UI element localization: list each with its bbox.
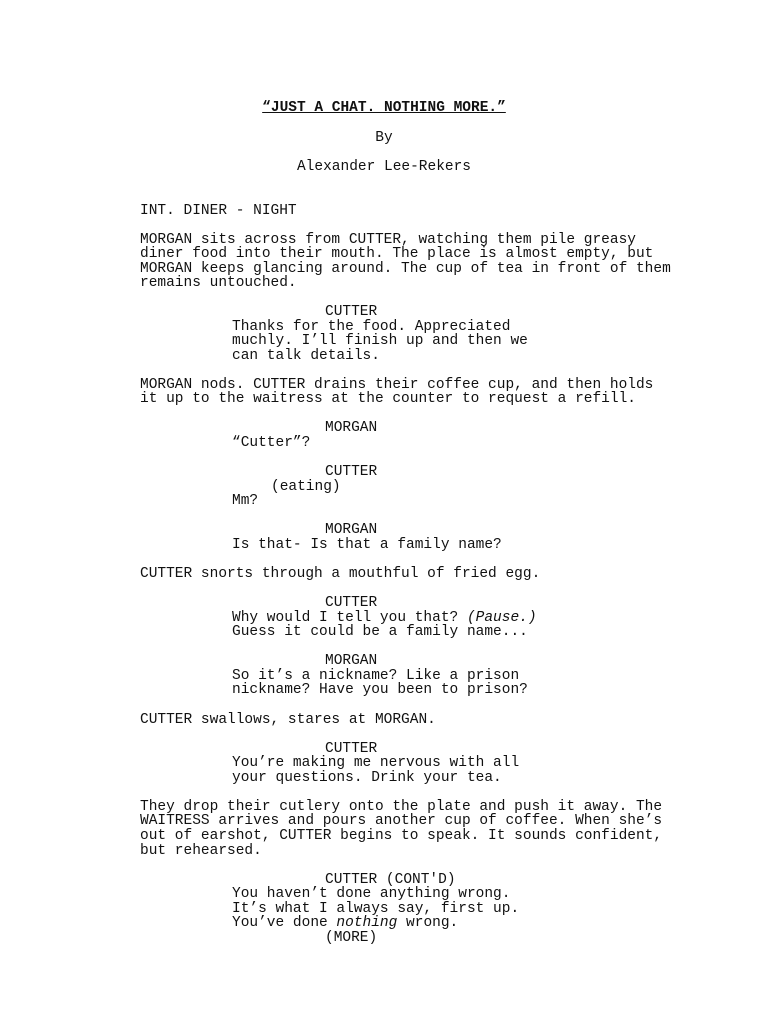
byline: By	[375, 130, 393, 146]
dialogue-line: Thanks for the food. Appreciated	[232, 319, 511, 335]
dialogue-line: Guess it could be a family name...	[232, 624, 528, 640]
action-line: MORGAN keeps glancing around. The cup of tea in front of them	[140, 261, 671, 277]
script-title: “JUST A CHAT. NOTHING MORE.”	[262, 100, 506, 116]
dialogue-line: Mm?	[232, 493, 259, 509]
character-cue: CUTTER	[325, 304, 378, 320]
action-line: CUTTER swallows, stares at MORGAN.	[140, 712, 436, 728]
more-indicator: (MORE)	[325, 930, 378, 946]
action-line: WAITRESS arrives and pours another cup of coffee. When she’s	[140, 813, 663, 829]
dialogue-line: You’re making me nervous with all	[232, 755, 520, 771]
dialogue-italic-text: nothing	[336, 915, 398, 931]
action-line: remains untouched.	[140, 275, 297, 291]
character-cue: MORGAN	[325, 522, 378, 538]
dialogue-line: Is that- Is that a family name?	[232, 537, 502, 553]
character-cue: MORGAN	[325, 420, 378, 436]
dialogue-italic-text: (Pause.)	[466, 610, 537, 626]
character-cue: MORGAN	[325, 653, 378, 669]
character-cue: CUTTER	[325, 464, 378, 480]
parenthetical: (eating)	[271, 479, 341, 495]
dialogue-line	[232, 916, 458, 931]
dialogue-line: muchly. I’ll finish up and then we	[232, 333, 528, 349]
dialogue-line: nickname? Have you been to prison?	[232, 682, 528, 698]
action-line: out of earshot, CUTTER begins to speak. It sounds confident,	[140, 828, 663, 844]
character-cue: CUTTER	[325, 741, 378, 757]
action-line: They drop their cutlery onto the plate and push it away. The	[140, 799, 663, 815]
action-line: MORGAN sits across from CUTTER, watching them pile greasy	[140, 232, 636, 248]
character-cue: CUTTER (CONT'D)	[325, 872, 456, 888]
dialogue-line: It’s what I always say, first up.	[232, 901, 520, 917]
action-line: but rehearsed.	[140, 843, 262, 859]
dialogue-line: can talk details.	[232, 348, 380, 364]
dialogue-line: So it’s a nickname? Like a prison	[232, 668, 520, 684]
author-name: Alexander Lee-Rekers	[296, 159, 472, 175]
dialogue-line: “Cutter”?	[232, 435, 311, 451]
action-line: it up to the waitress at the counter to request a refill.	[140, 391, 636, 407]
dialogue-line: your questions. Drink your tea.	[232, 770, 502, 786]
dialogue-text: wrong.	[397, 915, 459, 931]
dialogue-text: Why would I tell you that?	[232, 610, 467, 626]
action-line: diner food into their mouth. The place is almost empty, but	[140, 246, 654, 262]
dialogue-text: You’ve done	[232, 915, 337, 931]
scene-heading: INT. DINER - NIGHT	[140, 203, 297, 219]
dialogue-line: You haven’t done anything wrong.	[232, 886, 511, 902]
action-line: MORGAN nods. CUTTER drains their coffee cup, and then holds	[140, 377, 654, 393]
character-cue: CUTTER	[325, 595, 378, 611]
action-line: CUTTER snorts through a mouthful of fried egg.	[140, 566, 541, 582]
